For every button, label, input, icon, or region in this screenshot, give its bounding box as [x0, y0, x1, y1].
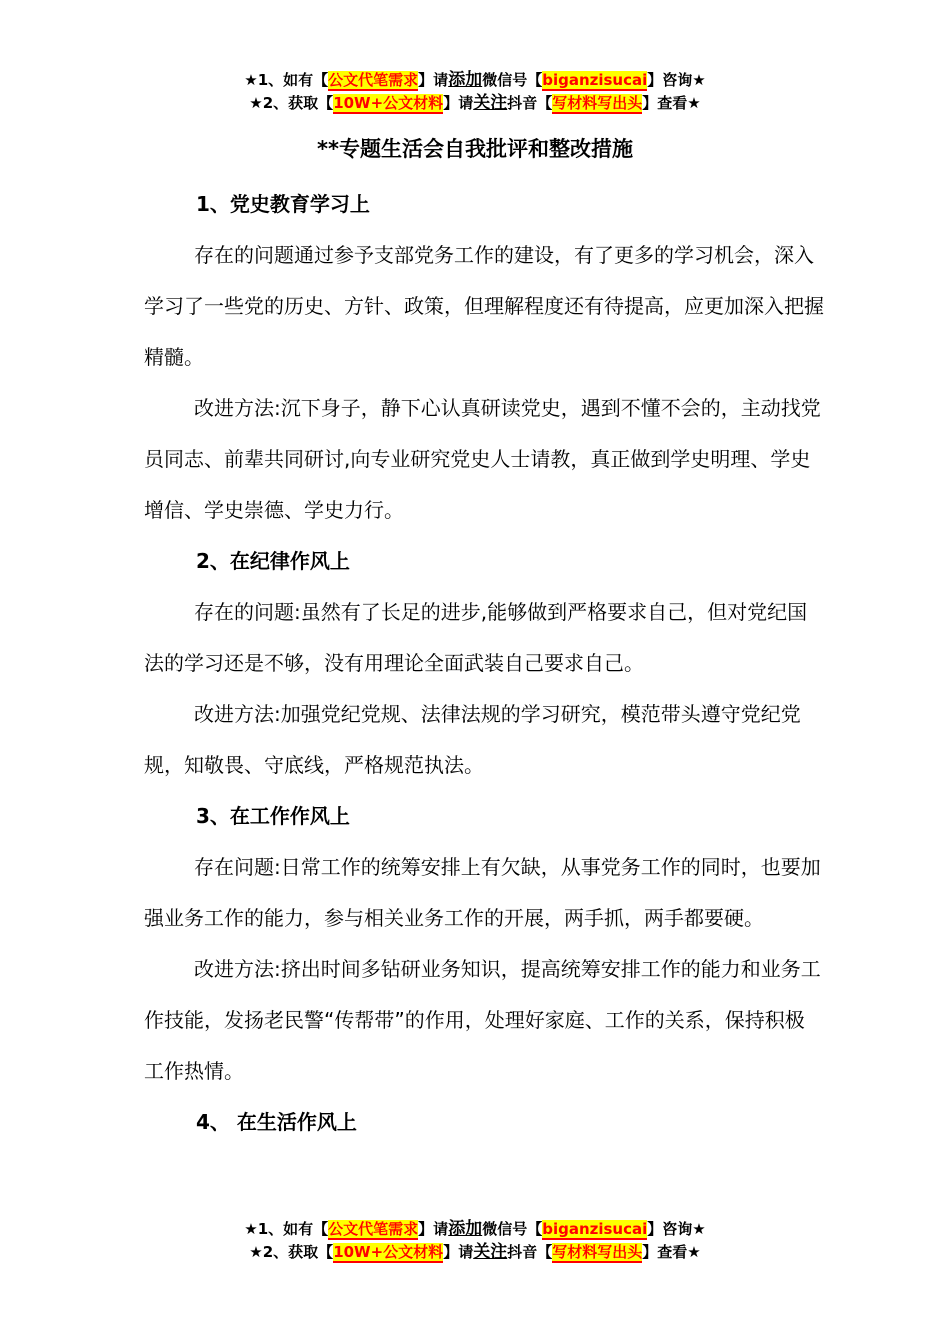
banner-text: 】请 [418, 1220, 449, 1238]
paragraph: 存在问题:日常工作的统筹安排上有欠缺，从事党务工作的同时，也要加强业务工作的能力，参与相关业务工作的开展，两手抓，两手都要硬。 [144, 855, 821, 930]
banner-text: 】查看★ [642, 94, 701, 112]
header-banner [0, 69, 950, 115]
highlight-douyin-id: 写材料写出头 [552, 1243, 643, 1261]
banner-text: 微信号【 [482, 71, 543, 89]
star-icon: ★ [244, 71, 258, 89]
banner-text: 】咨询★ [647, 1220, 706, 1238]
banner-underlined: 添加 [448, 70, 483, 90]
banner-text: 1、如有【 [257, 71, 329, 89]
banner-text: 2、获取【 [262, 94, 334, 112]
star-icon: ★ [249, 1243, 263, 1261]
banner-underlined: 添加 [448, 1219, 483, 1239]
banner-line-2 [0, 92, 950, 115]
footer-banner [0, 1218, 950, 1264]
star-icon: ★ [244, 1220, 258, 1238]
highlight-service: 公文代笔需求 [328, 71, 419, 89]
highlight-douyin-id: 写材料写出头 [552, 94, 643, 112]
paragraph: 存在的问题:虽然有了长足的进步,能够做到严格要求自己，但对党纪国法的学习还是不够，没有用理论全面武装自己要求自己。 [144, 600, 808, 675]
highlight-materials: 10W+公文材料 [333, 1243, 444, 1261]
banner-text: 抖音【 [507, 94, 553, 112]
section-heading: 3、在工作作风上 [196, 804, 350, 828]
banner-text: 微信号【 [482, 1220, 543, 1238]
banner-text: 】请 [418, 71, 449, 89]
highlight-wechat-id: biganzisucai [542, 1220, 648, 1238]
banner-text: 】查看★ [642, 1243, 701, 1261]
section-heading: 4、 在生活作风上 [196, 1110, 357, 1134]
highlight-wechat-id: biganzisucai [542, 71, 648, 89]
document-title: **专题生活会自我批评和整改措施 [317, 137, 633, 161]
highlight-materials: 10W+公文材料 [333, 94, 444, 112]
paragraph: 改进方法:挤出时间多钻研业务知识，提高统筹安排工作的能力和业务工作技能，发扬老民警“传帮带”的作用，处理好家庭、工作的关系，保持积极工作热情。 [144, 957, 821, 1083]
banner-line-2 [0, 1241, 950, 1264]
banner-text: 】请 [443, 1243, 474, 1261]
section-heading: 1、党史教育学习上 [196, 192, 370, 216]
banner-text: 1、如有【 [257, 1220, 329, 1238]
banner-text: 】咨询★ [647, 71, 706, 89]
paragraph: 改进方法:加强党纪党规、法律法规的学习研究，模范带头遵守党纪党规，知敬畏、守底线，严格规范执法。 [144, 702, 801, 777]
banner-line-1 [0, 1218, 950, 1241]
banner-underlined: 关注 [473, 93, 508, 113]
banner-line-1 [0, 69, 950, 92]
document-body [144, 179, 824, 1148]
paragraph: 存在的问题通过参予支部党务工作的建设，有了更多的学习机会，深入学习了一些党的历史、方针、政策，但理解程度还有待提高，应更加深入把握精髓。 [144, 243, 824, 369]
star-icon: ★ [249, 94, 263, 112]
paragraph: 改进方法:沉下身子，静下心认真研读党史，遇到不懂不会的，主动找党员同志、前辈共同研讨,向专业研究党史人士请教，真正做到学史明理、学史增信、学史崇德、学史力行。 [144, 396, 821, 522]
highlight-service: 公文代笔需求 [328, 1220, 419, 1238]
banner-underlined: 关注 [473, 1242, 508, 1262]
banner-text: 抖音【 [507, 1243, 553, 1261]
section-heading: 2、在纪律作风上 [196, 549, 350, 573]
banner-text: 】请 [443, 94, 474, 112]
banner-text: 2、获取【 [262, 1243, 334, 1261]
